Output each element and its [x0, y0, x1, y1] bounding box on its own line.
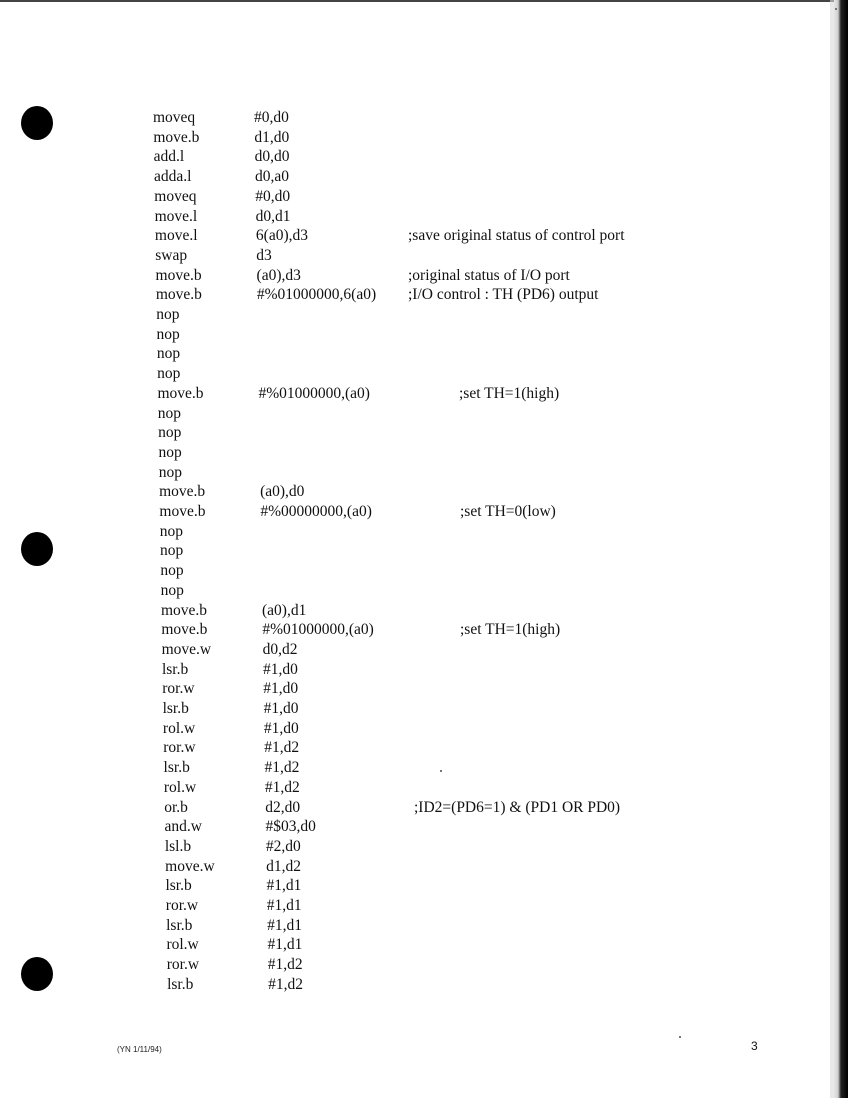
- code-mnemonic: move.w: [161, 640, 212, 658]
- punch-hole: [21, 957, 53, 991]
- code-mnemonic: rol.w: [162, 719, 196, 737]
- code-operand: 6(a0),d3: [255, 227, 308, 245]
- page-number: 3: [751, 1039, 758, 1053]
- code-operand: #1,d1: [267, 916, 302, 934]
- scan-speck: [835, 8, 837, 10]
- code-mnemonic: rol.w: [166, 936, 199, 954]
- code-operand: d0,d1: [255, 207, 291, 225]
- code-mnemonic: nop: [156, 325, 180, 343]
- code-mnemonic: nop: [159, 522, 183, 540]
- code-operand: #2,d0: [265, 837, 301, 855]
- code-mnemonic: lsr.b: [163, 759, 190, 777]
- code-operand: #1,d0: [262, 660, 298, 678]
- code-mnemonic: move.l: [154, 227, 198, 245]
- code-operand: #0,d0: [255, 187, 291, 205]
- code-mnemonic: nop: [156, 345, 181, 363]
- code-operand: d1,d2: [266, 857, 302, 875]
- code-operand: #1,d2: [268, 975, 303, 993]
- scan-edge-top: [0, 0, 848, 2]
- code-mnemonic: lsr.b: [165, 877, 192, 895]
- code-mnemonic: nop: [158, 424, 182, 442]
- code-mnemonic: lsr.b: [167, 975, 194, 993]
- code-mnemonic: lsr.b: [166, 916, 193, 934]
- code-mnemonic: nop: [158, 443, 182, 461]
- code-mnemonic: move.b: [161, 621, 208, 639]
- code-operand: (a0),d1: [262, 601, 307, 619]
- code-mnemonic: move.b: [159, 503, 206, 520]
- code-mnemonic: ror.w: [165, 897, 199, 914]
- code-operand: d1,d0: [254, 128, 290, 146]
- code-mnemonic: move.b: [161, 601, 208, 619]
- code-mnemonic: ror.w: [163, 739, 196, 757]
- code-operand: #%01000000,6(a0): [256, 286, 377, 304]
- code-mnemonic: moveq: [154, 187, 197, 205]
- code-mnemonic: moveq: [153, 109, 196, 126]
- code-mnemonic: lsr.b: [162, 700, 189, 717]
- code-mnemonic: move.b: [159, 483, 206, 501]
- code-operand: #1,d0: [263, 719, 299, 737]
- code-mnemonic: move.b: [157, 384, 204, 402]
- code-operand: d0,d2: [262, 640, 298, 658]
- scan-speck: [440, 770, 442, 772]
- code-mnemonic: ror.w: [162, 680, 195, 698]
- code-mnemonic: adda.l: [153, 168, 192, 186]
- code-operand: #%00000000,(a0): [260, 503, 372, 520]
- code-mnemonic: swap: [155, 246, 188, 264]
- punch-hole: [21, 532, 53, 566]
- code-operand: #1,d0: [263, 700, 299, 717]
- code-mnemonic: move.w: [165, 857, 215, 875]
- code-comment: ;save original status of control port: [408, 227, 625, 245]
- code-operand: (a0),d0: [260, 483, 305, 501]
- code-mnemonic: lsr.b: [161, 660, 189, 678]
- code-comment: ;original status of I/O port: [408, 266, 570, 284]
- code-mnemonic: nop: [157, 365, 181, 383]
- code-mnemonic: nop: [160, 542, 184, 560]
- code-operand: (a0),d3: [256, 266, 301, 284]
- scan-speck: [679, 1036, 681, 1038]
- code-operand: #1,d2: [264, 759, 300, 777]
- code-mnemonic: nop: [160, 581, 184, 599]
- code-operand: #1,d0: [263, 680, 299, 698]
- code-comment: ;set TH=1(high): [460, 621, 561, 639]
- code-operand: #%01000000,(a0): [262, 621, 374, 639]
- code-comment: ;ID2=(PD6=1) & (PD1 OR PD0): [414, 798, 621, 816]
- code-comment: ;set TH=1(high): [459, 384, 560, 402]
- code-operand: #1,d2: [264, 739, 300, 757]
- code-operand: #1,d1: [266, 897, 302, 914]
- code-mnemonic: nop: [157, 404, 182, 422]
- code-mnemonic: lsl.b: [164, 837, 192, 855]
- document-date: (YN 1/11/94): [117, 1045, 162, 1054]
- code-operand: d0,d0: [254, 148, 290, 166]
- code-mnemonic: move.b: [153, 128, 200, 146]
- code-mnemonic: move.b: [155, 286, 202, 304]
- code-mnemonic: move.l: [154, 207, 198, 225]
- code-operand: d0,a0: [254, 168, 289, 186]
- code-mnemonic: nop: [158, 463, 182, 481]
- code-operand: #$03,d0: [265, 818, 316, 836]
- code-operand: #1,d2: [264, 778, 300, 796]
- code-comment: ;I/O control : TH (PD6) output: [408, 286, 599, 304]
- code-operand: #1,d1: [266, 877, 302, 895]
- code-operand: #1,d2: [267, 956, 303, 974]
- code-mnemonic: ror.w: [166, 956, 200, 974]
- code-operand: #%01000000,(a0): [258, 384, 370, 402]
- code-operand: d3: [256, 246, 272, 264]
- code-mnemonic: nop: [160, 562, 184, 580]
- code-mnemonic: add.l: [153, 148, 185, 166]
- code-mnemonic: and.w: [164, 818, 202, 836]
- code-mnemonic: move.b: [155, 266, 202, 284]
- code-operand: #0,d0: [254, 109, 289, 126]
- code-operand: d2,d0: [265, 798, 301, 816]
- code-operand: #1,d1: [267, 936, 303, 954]
- code-comment: ;set TH=0(low): [460, 503, 556, 520]
- punch-hole: [21, 106, 53, 140]
- code-mnemonic: or.b: [164, 798, 188, 816]
- code-mnemonic: rol.w: [163, 778, 197, 796]
- scan-edge-right: [834, 0, 848, 1098]
- code-mnemonic: nop: [156, 306, 180, 323]
